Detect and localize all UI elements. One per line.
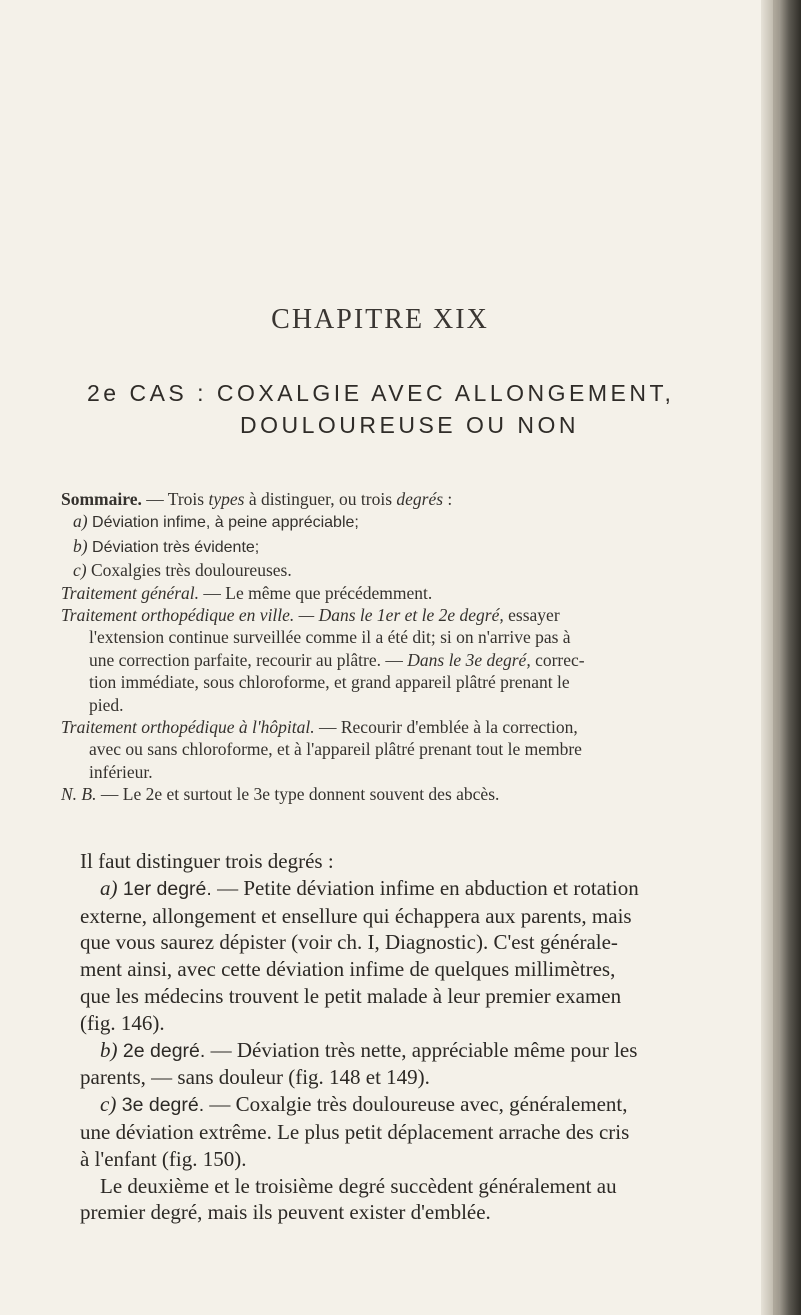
degree-text: — Petite déviation infime en abduction et rotation	[211, 875, 639, 900]
traitement-ville-line-4: tion immédiate, sous chloroforme, et grand appareil plâtré prenant le	[89, 672, 570, 693]
ville-l3-text: une correction parfaite, recourir au plâtre. —	[89, 649, 408, 670]
summary-item-c	[61, 559, 741, 581]
chapter-title: CHAPITRE XIX	[271, 304, 489, 335]
degree-c-line-3: à l'enfant (fig. 150).	[80, 1146, 247, 1171]
traitement-ville-line-1	[61, 604, 741, 626]
body-intro: Il faut distinguer trois degrés :	[80, 849, 334, 873]
item-text: Coxalgies très douloureuses.	[86, 560, 292, 581]
item-text: Déviation très évidente;	[87, 538, 260, 556]
item-letter: a)	[73, 511, 88, 532]
traitement-ville-text: essayer	[503, 605, 560, 626]
degree-a-line-5: que les médecins trouvent le petit malade à leur premier examen	[80, 983, 622, 1008]
summary-item-b	[61, 535, 741, 559]
degree-b-line-1	[80, 1037, 740, 1065]
degree-label: 1er degré.	[117, 877, 212, 900]
degree-letter: a)	[100, 875, 118, 900]
closing-line-1: Le deuxième et le troisième degré succèdent généralement au	[100, 1173, 617, 1198]
binding-shadow	[773, 0, 779, 1315]
summary-intro-text-2: à distinguer, ou trois	[244, 489, 397, 509]
nota-bene	[61, 783, 741, 805]
traitement-general	[61, 582, 741, 604]
degree-b-line-2: parents, — sans douleur (fig. 148 et 149).	[80, 1065, 430, 1090]
traitement-ville-line-3	[61, 649, 741, 671]
traitement-hopital-line-2: avec ou sans chloroforme, et à l'appareil plâtré prenant tout le membre	[89, 739, 582, 760]
degree-a-line-3: que vous saurez dépister (voir ch. I, Diagnostic). C'est générale-	[80, 930, 618, 955]
traitement-ville-label: Traitement orthopédique en ville.	[61, 605, 295, 626]
degree-text: — Coxalgie très douloureuse avec, généralement,	[204, 1092, 628, 1117]
item-letter: c)	[73, 560, 87, 581]
section-heading-line-2: DOULOUREUSE OU NON	[240, 412, 580, 438]
item-letter: b)	[73, 535, 88, 556]
traitement-general-label: Traitement général.	[61, 582, 200, 603]
traitement-ville-line-2: l'extension continue surveillée comme il a été dit; si on n'arrive pas à	[89, 627, 571, 648]
degree-letter: b)	[100, 1037, 118, 1062]
summary-label: Sommaire.	[61, 489, 142, 509]
traitement-ville-line-5: pied.	[89, 694, 124, 715]
degree-text: — Déviation très nette, appréciable même pour les	[205, 1037, 638, 1062]
traitement-general-text: — Le même que précédemment.	[199, 582, 433, 603]
page-binding-edge	[761, 0, 801, 1315]
traitement-hopital-line-1	[61, 716, 741, 738]
summary-intro-colon: :	[443, 489, 453, 509]
summary-types: types	[208, 489, 245, 509]
degree-c-line-1	[80, 1091, 740, 1119]
degree-label: 2e degré.	[117, 1039, 206, 1062]
summary-intro	[61, 488, 741, 510]
traitement-hopital-text: — Recourir d'emblée à la correction,	[314, 717, 578, 738]
degree-letter: c)	[100, 1092, 117, 1117]
ville-l3-degree: Dans le 3e degré,	[407, 649, 531, 670]
main-text	[80, 848, 740, 1226]
summary-degres: degrés	[396, 489, 444, 509]
degree-a-line-6: (fig. 146).	[80, 1010, 165, 1035]
nota-bene-label: N. B.	[61, 784, 97, 805]
summary-block	[61, 488, 741, 806]
nota-bene-text: — Le 2e et surtout le 3e type donnent souvent des abcès.	[96, 784, 500, 805]
ville-l3-end: correc-	[530, 649, 585, 670]
summary-item-a	[61, 510, 741, 534]
traitement-hopital-label: Traitement orthopédique à l'hôpital.	[61, 717, 315, 738]
item-text: Déviation infime, à peine appréciable;	[87, 514, 359, 532]
traitement-hopital-line-3: inférieur.	[89, 761, 153, 782]
degree-a-line-1	[80, 875, 740, 903]
section-heading-line-1: 2e CAS : COXALGIE AVEC ALLONGEMENT,	[87, 380, 675, 406]
traitement-ville-degrees: — Dans le 1er et le 2e degré,	[294, 605, 504, 626]
degree-label: 3e degré.	[116, 1094, 205, 1117]
degree-a-line-2: externe, allongement et ensellure qui échappera aux parents, mais	[80, 903, 632, 928]
summary-intro-text: — Trois	[141, 489, 209, 509]
closing-line-2: premier degré, mais ils peuvent exister d'emblée.	[80, 1200, 491, 1225]
degree-c-line-2: une déviation extrême. Le plus petit déplacement arrache des cris	[80, 1119, 630, 1144]
degree-a-line-4: ment ainsi, avec cette déviation infime de quelques millimètres,	[80, 957, 616, 982]
